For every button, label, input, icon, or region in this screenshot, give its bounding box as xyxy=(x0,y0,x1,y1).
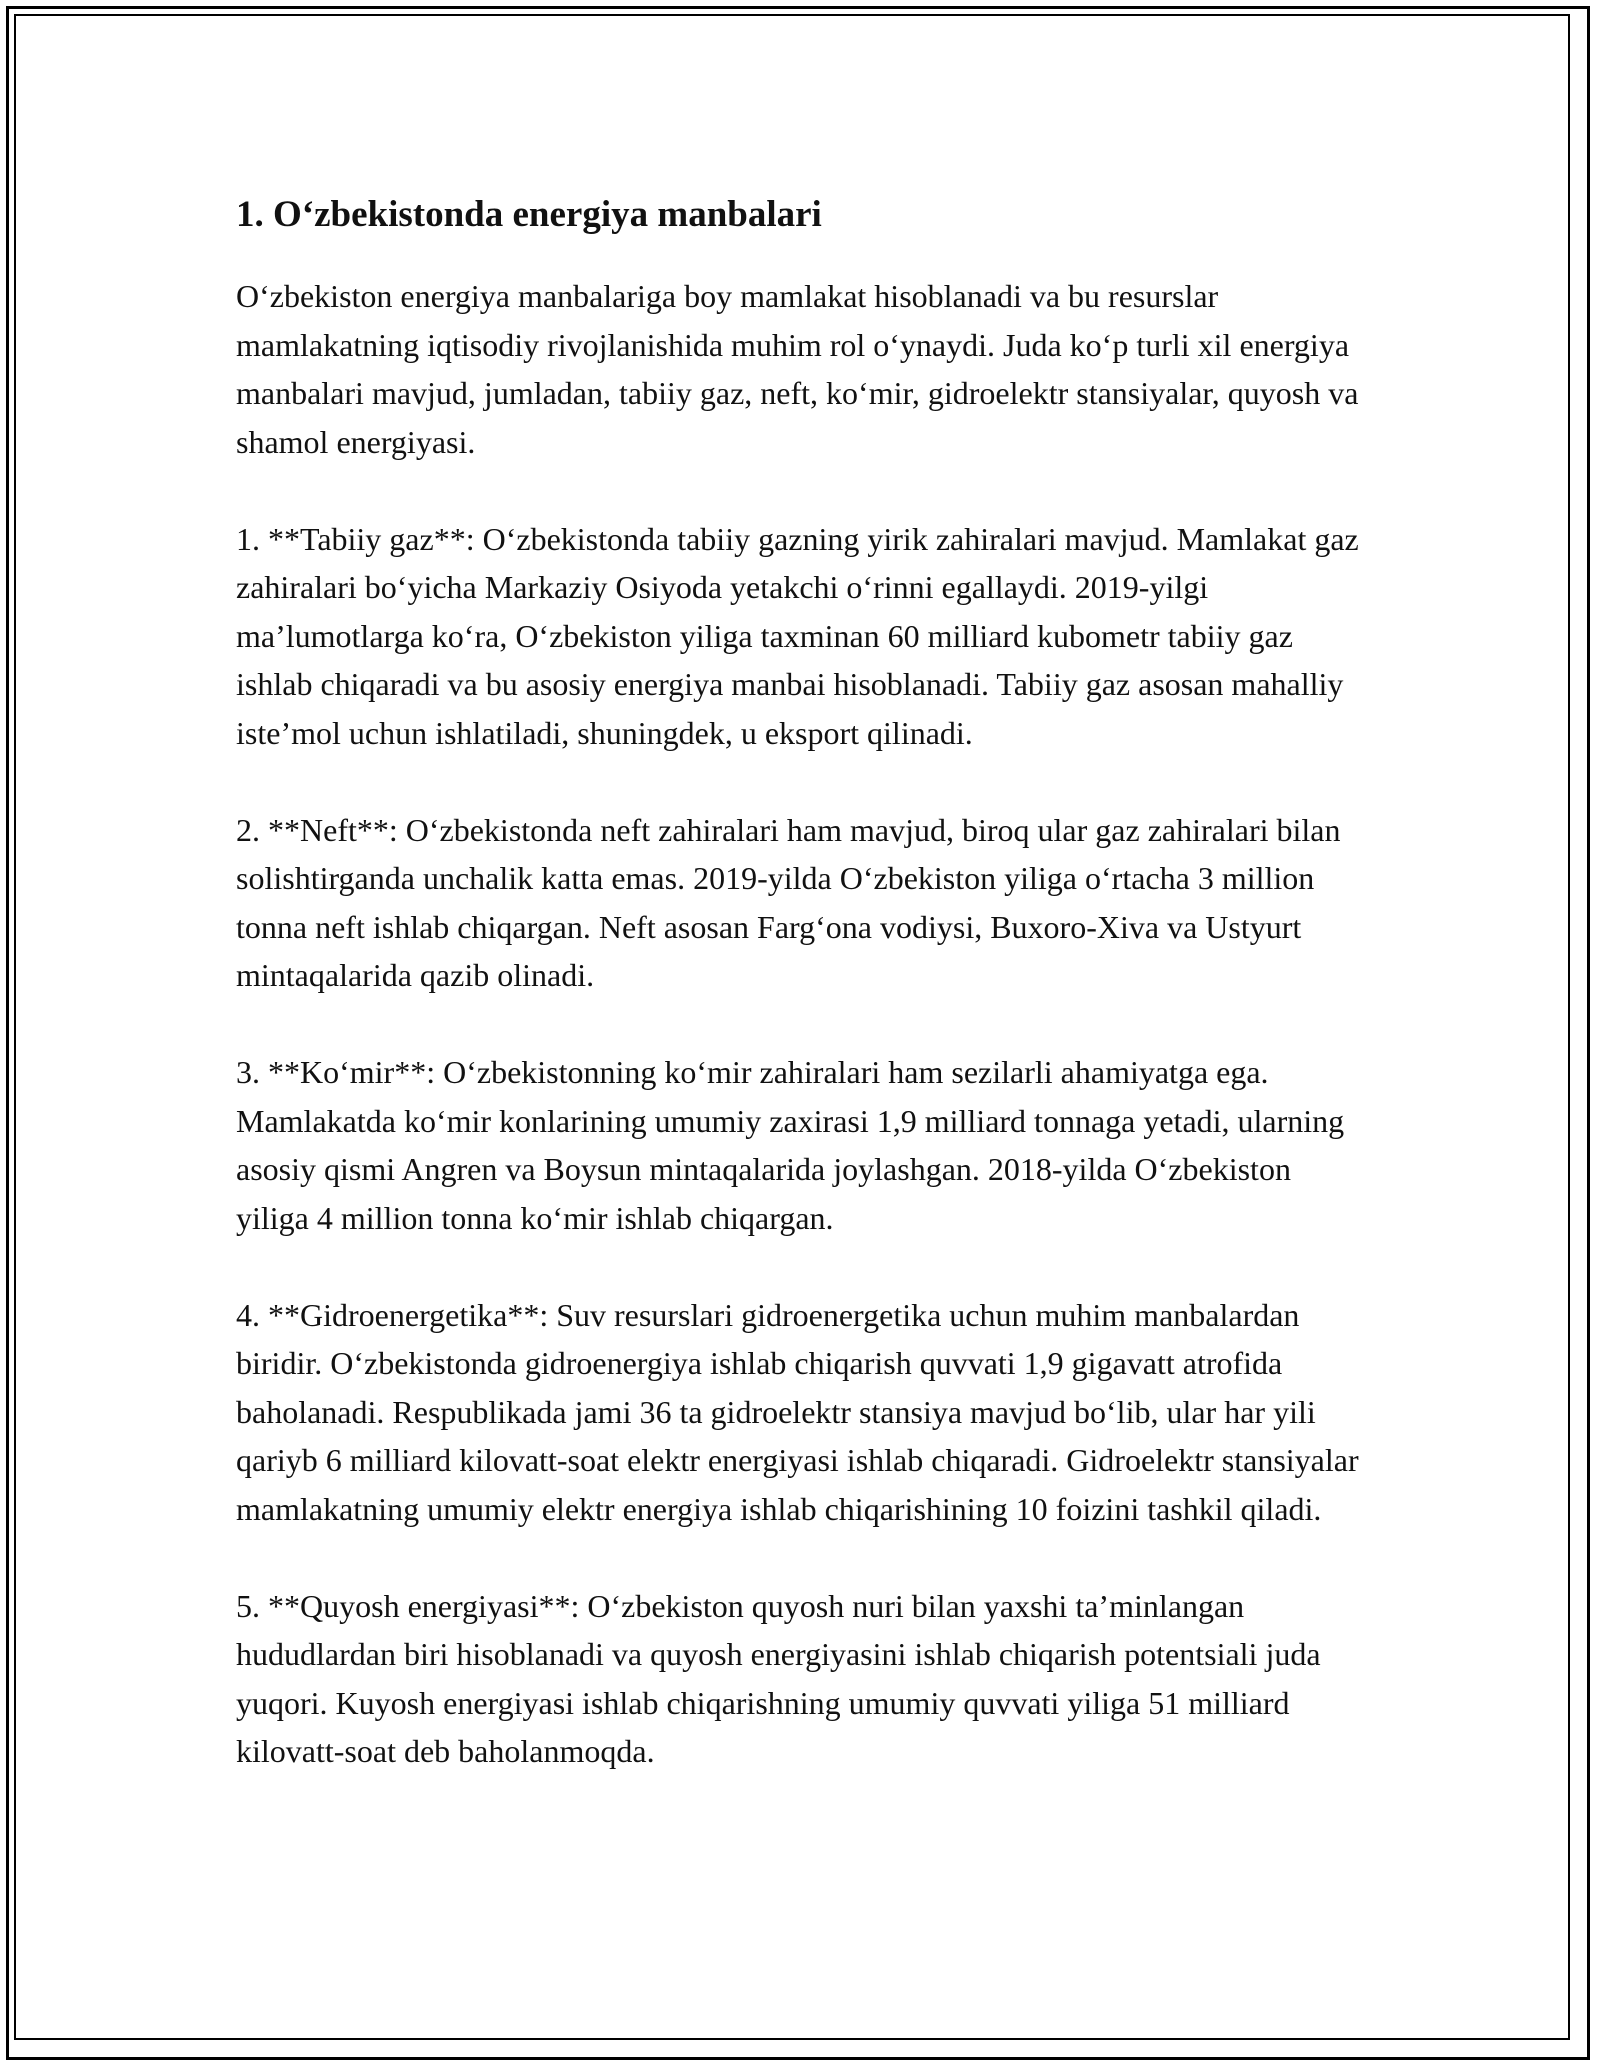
section-coal: 3. **Ko‘mir**: O‘zbekistonning ko‘mir zahiralari ham sezilarli ahamiyatga ega. Mamlakatda ko‘mir konlarining umumiy zaxirasi 1,9 milliard tonnaga yetadi, ularning asosiy qismi Angren va Boysun mintaqalarida joylashgan. 2018-yilda O‘zbekiston yiliga 4 million tonna ko‘mir ishlab chiqargan. xyxy=(236,1054,1345,1236)
document-title: 1. O‘zbekistonda energiya manbalari xyxy=(236,194,822,235)
intro-paragraph: O‘zbekiston energiya manbalariga boy mamlakat hisoblanadi va bu resurslar mamlakatning iqtisodiy rivojlanishida muhim rol o‘ynaydi. Juda ko‘p turli xil energiya manbalari mavjud, jumladan, tabiiy gaz, neft, ko‘mir, gidroelektr stansiyalar, quyosh va shamol energiyasi. xyxy=(236,278,1359,460)
section-oil: 2. **Neft**: O‘zbekistonda neft zahiralari ham mavjud, biroq ular gaz zahiralari bilan solishtirganda unchalik katta emas. 2019-yilda O‘zbekiston yiliga o‘rtacha 3 million tonna neft ishlab chiqargan. Neft asosan Farg‘ona vodiysi, Buxoro-Xiva va Ustyurt mintaqalarida qazib olinadi. xyxy=(236,811,1341,993)
document-body xyxy=(236,186,1366,1824)
section-natural-gas: 1. **Tabiiy gaz**: O‘zbekistonda tabiiy gazning yirik zahiralari mavjud. Mamlakat gaz zahiralari bo‘yicha Markaziy Osiyoda yetakchi o‘rinni egallaydi. 2019-yilgi ma’lumotlarga ko‘ra, O‘zbekiston yiliga taxminan 60 milliard kubometr tabiiy gaz ishlab chiqaradi va bu asosiy energiya manbai hisoblanadi. Tabiiy gaz asosan mahalliy iste’mol uchun ishlatiladi, shuningdek, u eksport qilinadi. xyxy=(236,520,1359,751)
section-hydropower: 4. **Gidroenergetika**: Suv resurslari gidroenergetika uchun muhim manbalardan biridir. O‘zbekistonda gidroenergiya ishlab chiqarish quvvati 1,9 gigavatt atrofida baholanadi. Respublikada jami 36 ta gidroelektr stansiya mavjud bo‘lib, ular har yili qariyb 6 milliard kilovatt-soat elektr energiyasi ishlab chiqaradi. Gidroelektr stansiyalar mamlakatning umumiy elektr energiya ishlab chiqarishining 10 foizini tashkil qiladi. xyxy=(236,1296,1359,1527)
section-solar-energy: 5. **Quyosh energiyasi**: O‘zbekiston quyosh nuri bilan yaxshi ta’minlangan hududlardan biri hisoblanadi va quyosh energiyasini ishlab chiqarish potentsiali juda yuqori. Kuyosh energiyasi ishlab chiqarishning umumiy quvvati yiliga 51 milliard kilovatt-soat deb baholanmoqda. xyxy=(236,1587,1321,1769)
